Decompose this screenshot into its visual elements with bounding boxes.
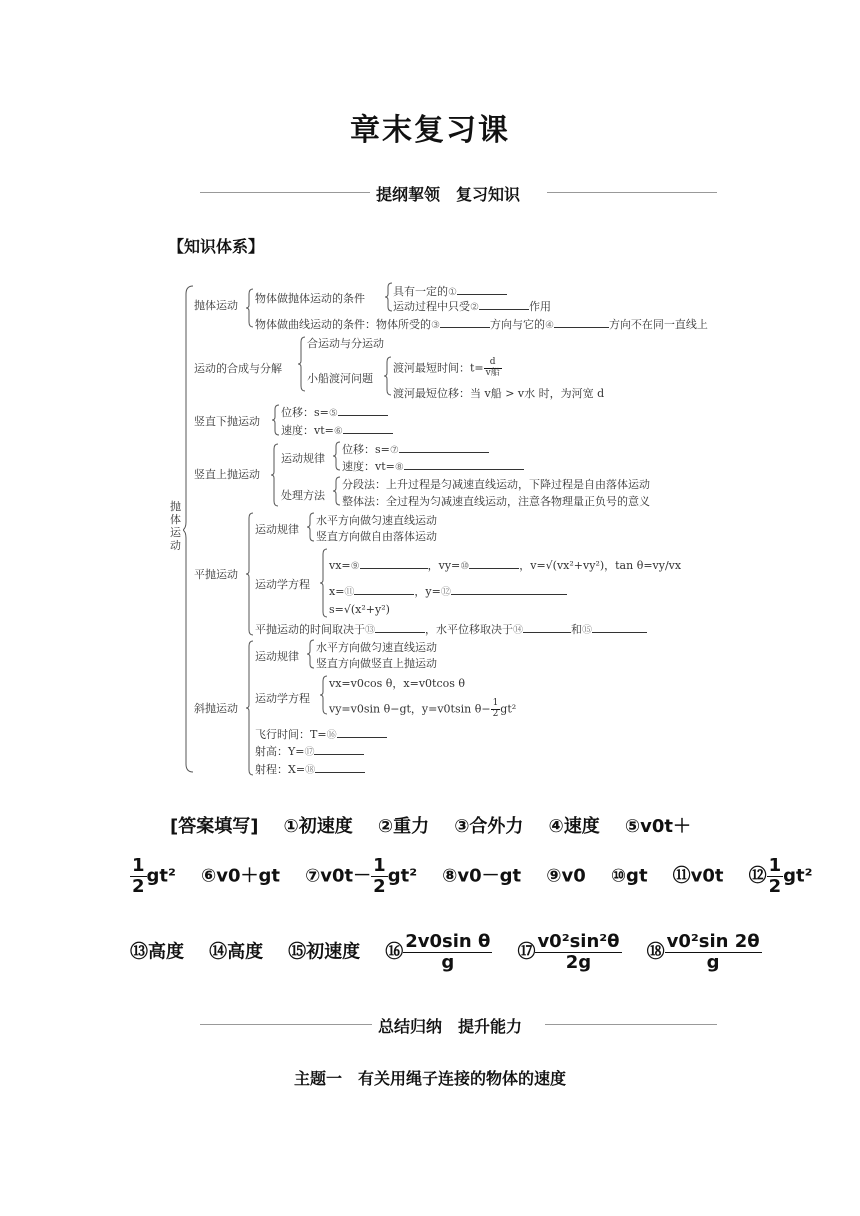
brace xyxy=(320,675,328,715)
section-heading: 总结归纳 提升能力 xyxy=(378,1017,523,1036)
diagram-text: 渡河最短时间：t= $\frac{d}{\text{v船}}$ xyxy=(393,357,500,378)
brace xyxy=(246,512,254,636)
diagram-text: 运动过程中只受② 作用 xyxy=(393,300,551,313)
node-label: 运动学方程 xyxy=(255,692,310,705)
node-label: 物体做抛体运动的条件 xyxy=(255,292,365,305)
diagram-text: 物体做曲线运动的条件：物体所受的③ 方向与它的④ 方向不在同一直线上 xyxy=(255,318,708,331)
diagram-text: 飞行时间：T=⑯ xyxy=(255,726,387,742)
diagram-text: 位移：s=⑤ xyxy=(281,404,388,420)
brace xyxy=(320,548,328,618)
brace xyxy=(271,443,279,507)
node-label: 抛体运动 xyxy=(194,299,238,312)
node-label: 平抛运动 xyxy=(194,568,238,581)
diagram-root: 抛体运动 xyxy=(170,500,181,552)
answers-line-2: $\frac{1}{2}$ gt² ⑥v0＋gt ⑦v0t－ $\frac{1}{2}$ gt² ⑧v0－gt ⑨v0 ⑩gt ⑪v0t ⑫ $\frac{1}{2}$ gt² xyxy=(132,855,813,897)
node-label: 运动规律 xyxy=(255,650,299,663)
diagram-text: vx=⑨ ，vy=⑩ ，v=√(vx²+vy²)，tan θ=vy/vx xyxy=(329,559,682,572)
diagram-text: vx=v0cos θ，x=v0tcos θ xyxy=(329,677,465,690)
node-label: 运动规律 xyxy=(281,452,325,465)
divider xyxy=(545,1024,717,1025)
diagram-text: 竖直方向做自由落体运动 xyxy=(316,530,437,543)
brace xyxy=(385,282,393,312)
brace xyxy=(246,640,254,776)
node-label: 竖直下抛运动 xyxy=(194,415,260,428)
node-label: 竖直上抛运动 xyxy=(194,468,260,481)
diagram-text: x=⑪ ，y=⑫ xyxy=(329,583,567,599)
diagram-text: 整体法：全过程为匀减速直线运动，注意各物理量正负号的意义 xyxy=(342,495,650,508)
diagram-text: 速度：vt=⑧ xyxy=(342,458,524,474)
brace xyxy=(333,476,341,506)
brace xyxy=(384,356,392,396)
diagram-text: vy=v0sin θ−gt，y=v0tsin θ− $\frac{1}{2}$ gt² xyxy=(329,698,517,719)
divider xyxy=(200,1024,372,1025)
node-label: 合运动与分运动 xyxy=(307,337,384,350)
answers-line-3: ⑬高度 ⑭高度 ⑮初速度 ⑯ $\frac{\text{2v0sin θ}}{g}$ ⑰ $\frac{\text{v0²sin²θ}}{2g}$ ⑱ $\frac{\text{v0²sin 2θ}}{g}$ xyxy=(130,931,760,973)
node-label: 运动学方程 xyxy=(255,578,310,591)
node-label: 斜抛运动 xyxy=(194,702,238,715)
brace xyxy=(307,512,315,542)
page-title: 章末复习课 xyxy=(350,113,510,148)
diagram-text: 具有一定的① xyxy=(393,283,507,299)
diagram-text: 水平方向做匀速直线运动 xyxy=(316,514,437,527)
section-heading: 提纲挈领 复习知识 xyxy=(376,185,521,204)
node-label: 小船渡河问题 xyxy=(307,372,373,385)
brace xyxy=(298,336,306,392)
answers-line-1: [答案填写] ①初速度 ②重力 ③合外力 ④速度 ⑤v0t＋ xyxy=(170,816,691,837)
brace xyxy=(272,404,280,436)
node-label: 处理方法 xyxy=(281,489,325,502)
diagram-text: 速度：vt=⑥ xyxy=(281,422,393,438)
diagram-text: 射高：Y=⑰ xyxy=(255,743,364,759)
brace xyxy=(307,639,315,669)
divider xyxy=(547,192,717,193)
diagram-text: s=√(x²+y²) xyxy=(329,603,390,616)
diagram-text: 竖直方向做竖直上抛运动 xyxy=(316,657,437,670)
diagram-text: 位移：s=⑦ xyxy=(342,441,489,457)
node-label: 运动的合成与分解 xyxy=(194,362,282,375)
brace xyxy=(333,441,341,471)
topic-heading: 主题一 有关用绳子连接的物体的速度 xyxy=(293,1069,566,1088)
diagram-text: 分段法：上升过程是匀减速直线运动，下降过程是自由落体运动 xyxy=(342,478,650,491)
diagram-text: 渡河最短位移：当 v船 > v水 时，为河宽 d xyxy=(393,387,605,400)
node-label: 运动规律 xyxy=(255,523,299,536)
diagram-text: 射程：X=⑱ xyxy=(255,761,365,777)
knowledge-heading: 【知识体系】 xyxy=(168,237,265,256)
diagram-text: 水平方向做匀速直线运动 xyxy=(316,641,437,654)
divider xyxy=(200,192,370,193)
diagram-text: 平抛运动的时间取决于⑬ ，水平位移取决于⑭ 和⑮ xyxy=(255,621,647,637)
brace xyxy=(246,288,254,328)
